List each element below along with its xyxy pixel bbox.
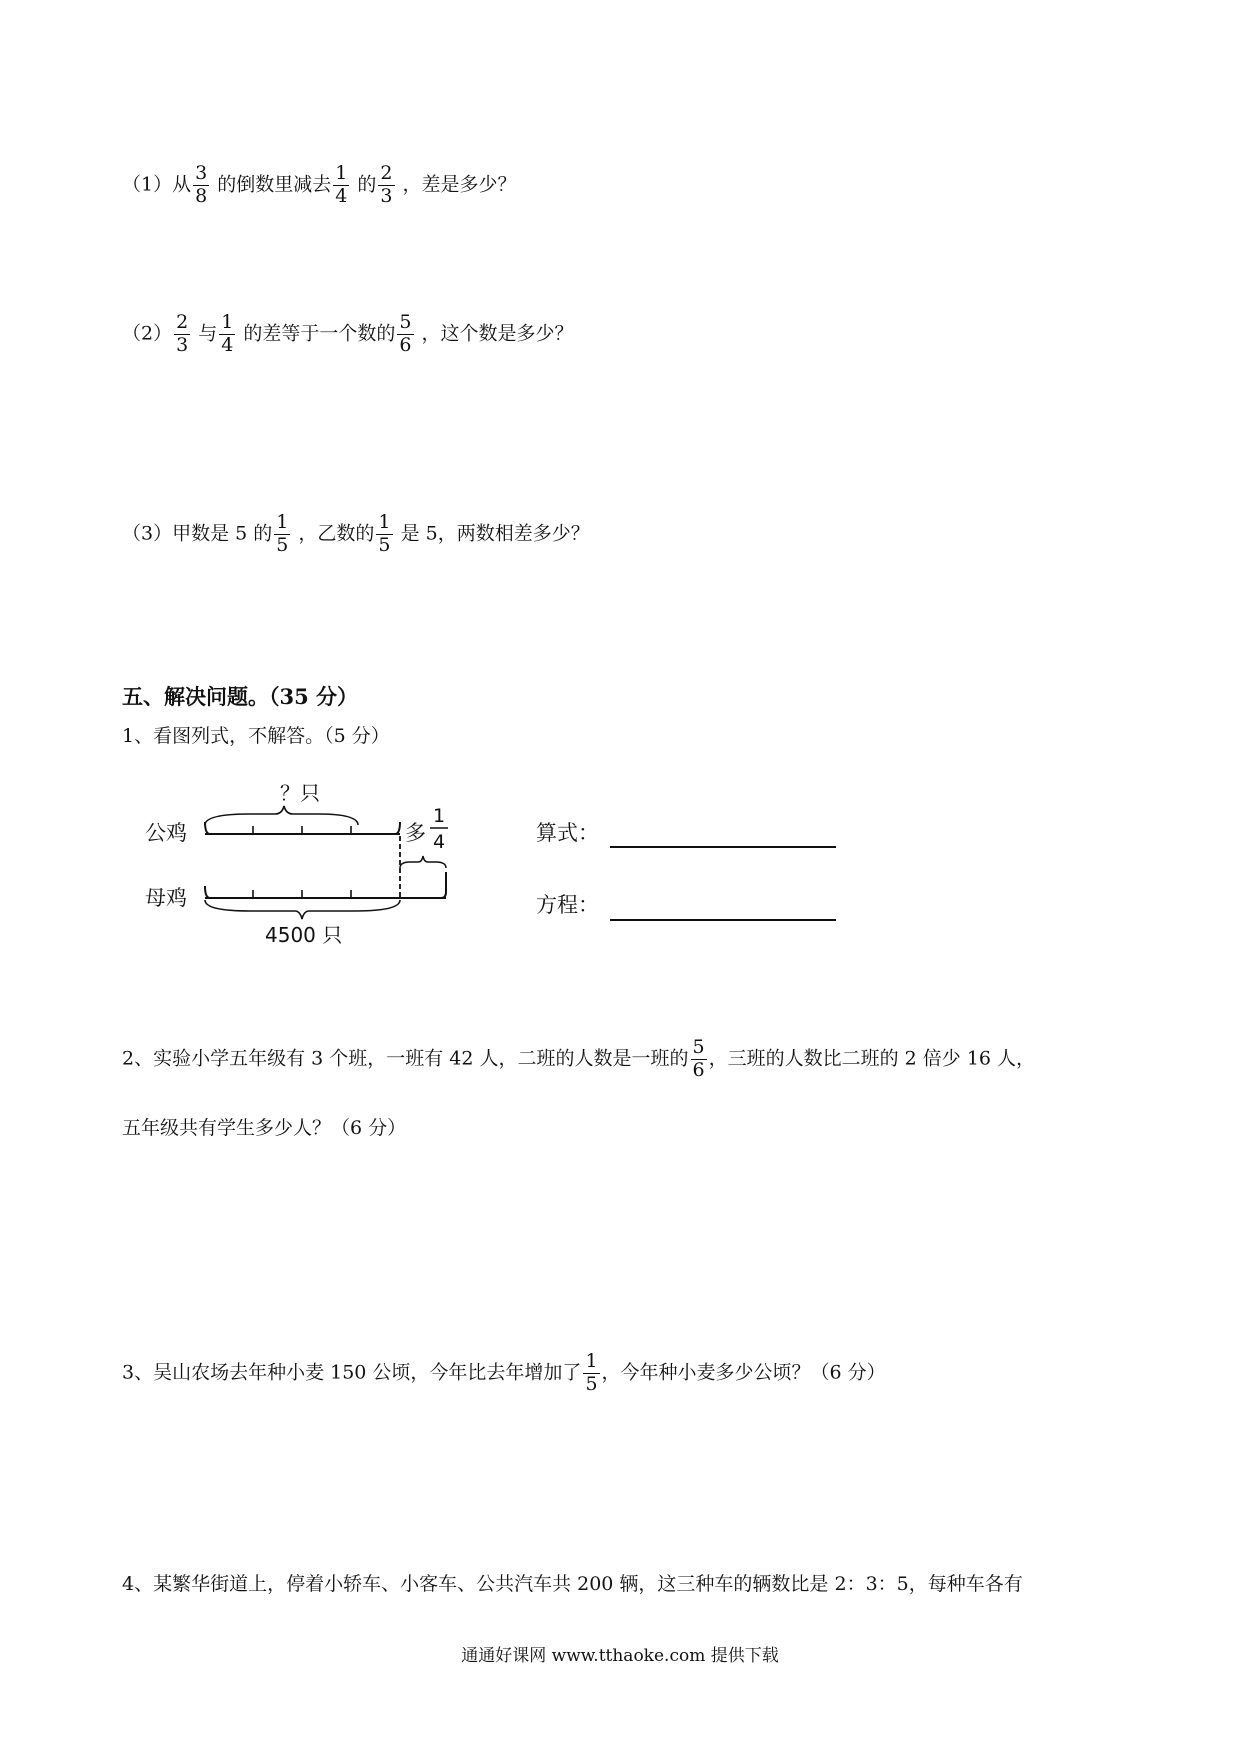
bottom-brace — [205, 900, 400, 919]
diagram-bottom-label: 4500 只 — [265, 923, 343, 947]
extra-brace — [400, 856, 446, 868]
problem-5-4: 4、某繁华街道上，停着小轿车、小客车、公共汽车共 200 辆，这三种车的辆数比是 2：3：5，每种车各有 — [122, 1573, 1023, 1595]
fraction: $\frac{3}{8}$ — [195, 162, 208, 207]
formula-label: 算式： — [536, 821, 599, 845]
problem-5-2-line1: 2、实验小学五年级有 3 个班，一班有 42 人，二班的人数是一班的 $\frac{5}{6}$ ，三班的人数比二班的 2 倍少 16 人， — [122, 1036, 1036, 1081]
fraction: $\frac{2}{3}$ — [380, 162, 393, 207]
problem-4-1: （1）从 $\frac{3}{8}$ 的倒数里减去 $\frac{1}{4}$ 的 $\frac{2}{3}$ ，差是多少？ — [122, 162, 517, 207]
equation-label: 方程： — [536, 893, 599, 917]
hen-label: 母鸡 — [145, 886, 187, 910]
fraction: $\frac{5}{6}$ — [692, 1036, 705, 1081]
more-frac-den: 4 — [433, 831, 446, 853]
problem-4-2: （2） $\frac{2}{3}$ 与 $\frac{1}{4}$ 的差等于一个数的 $\frac{5}{6}$ ，这个数是多少？ — [122, 311, 574, 356]
equation-answer-line[interactable] — [610, 919, 836, 921]
fraction: $\frac{1}{4}$ — [221, 311, 234, 356]
fraction: $\frac{1}{5}$ — [378, 511, 391, 556]
problem-5-2-line2: 五年级共有学生多少人？（6 分） — [122, 1117, 407, 1139]
more-frac-num: 1 — [433, 805, 446, 827]
diagram-top-label: ？只 — [280, 781, 320, 805]
problem-5-1: 1、看图列式，不解答。（5 分） — [122, 725, 390, 747]
problem-5-3: 3、吴山农场去年种小麦 150 公顷，今年比去年增加了 $\frac{1}{5}$ ，今年种小麦多少公顷？（6 分） — [122, 1350, 886, 1395]
formula-answer-line[interactable] — [610, 846, 836, 848]
fraction: $\frac{1}{5}$ — [585, 1350, 598, 1395]
page-footer: 通通好课网 www.tthaoke.com 提供下载 — [461, 1646, 779, 1666]
fraction: $\frac{5}{6}$ — [399, 311, 412, 356]
problem-4-3: （3）甲数是 5 的 $\frac{1}{5}$ ，乙数的 $\frac{1}{5}$ 是 5，两数相差多少？ — [122, 511, 590, 556]
fraction: $\frac{2}{3}$ — [176, 311, 189, 356]
more-label: 多 — [405, 821, 426, 845]
top-brace — [205, 806, 358, 825]
fraction: $\frac{1}{4}$ — [335, 162, 348, 207]
fraction: $\frac{1}{5}$ — [276, 511, 289, 556]
line-segment-diagram — [130, 770, 610, 950]
section-heading: 五、解决问题。（35 分） — [122, 684, 359, 709]
rooster-label: 公鸡 — [145, 821, 187, 845]
